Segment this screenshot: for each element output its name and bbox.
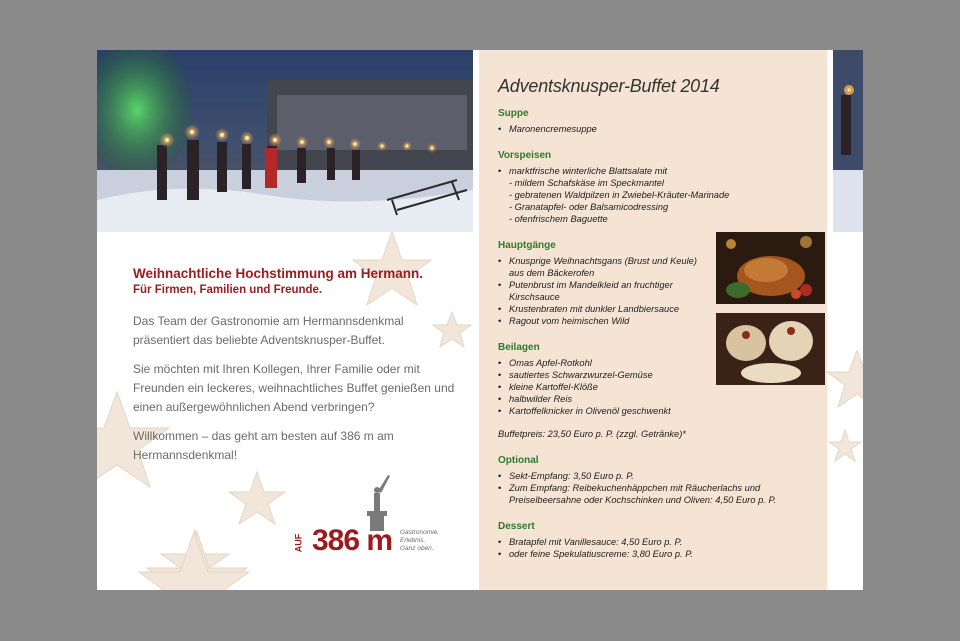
- menu-title: Adventsknusper-Buffet 2014: [498, 76, 720, 96]
- subline: Für Firmen, Familien und Freunde.: [133, 284, 323, 296]
- list-item: • Krustenbraten mit dunkler Landbiersauce: [498, 303, 708, 315]
- list-item: • Maronencremesuppe: [498, 123, 818, 135]
- list-item: • Bratapfel mit Vanillesauce: 4,50 Euro p. P.: [498, 536, 818, 548]
- list-item: • Sekt-Empfang: 3,50 Euro p. P.: [498, 470, 818, 482]
- baked-apple-photo: [716, 313, 825, 385]
- logo-tagline: Gastronomie. Erlebnis. Ganz oben.: [400, 529, 440, 552]
- headline: Weihnachtliche Hochstimmung am Hermann.: [133, 266, 424, 281]
- list-item: • kleine Kartoffel-Klöße: [498, 381, 708, 393]
- intro-paragraph: Das Team der Gastronomie am Hermannsdenkmal präsentiert das beliebte Adventsknusper-Buffet.: [133, 314, 404, 347]
- list-subitem: - mildem Schafskäse im Speckmantel: [509, 178, 665, 188]
- section-heading: Vorspeisen: [498, 150, 552, 161]
- menu-section-suppe: [498, 107, 818, 135]
- list-subitem: - Granatapfel- oder Balsamicodressing: [509, 202, 669, 212]
- menu-section-hauptgaenge: [498, 239, 708, 327]
- section-heading: Dessert: [498, 521, 535, 532]
- torchlight-snow-photo: [97, 50, 473, 232]
- list-item: • Kartoffelknicker in Olivenöl geschwenkt: [498, 405, 708, 417]
- list-item: • Putenbrust im Mandelkleid an fruchtiger Kirschsauce: [498, 279, 708, 303]
- section-heading: Hauptgänge: [498, 240, 556, 251]
- list-item: • Ragout vom heimischen Wild: [498, 315, 708, 327]
- left-panel: [97, 50, 473, 590]
- torchlight-photo-strip: [833, 50, 863, 232]
- menu-section-optional: [498, 454, 818, 506]
- menu-section-dessert: [498, 520, 818, 560]
- section-heading: Suppe: [498, 108, 529, 119]
- buffet-price: Buffetpreis: 23,50 Euro p. P. (zzgl. Getränke)*: [498, 429, 686, 439]
- list-subitem: - ofenfrischem Baguette: [509, 214, 608, 224]
- list-item: • Knusprige Weihnachtsgans (Brust und Keule) aus dem Bäckerofen: [498, 255, 708, 279]
- list-item: • Zum Empfang: Reibekuchenhäppchen mit Räucherlachs und Preiselbeersahne oder Kochschinken und Oliven: 4,50 Euro p. P.: [498, 482, 818, 506]
- menu-panel: [479, 50, 827, 590]
- list-subitem: - gebratenen Waldpilzen in Zwiebel-Kräuter-Marinade: [509, 190, 730, 200]
- menu-section-beilagen: [498, 341, 708, 417]
- menu-section-vorspeisen: [498, 149, 818, 225]
- section-heading: Optional: [498, 455, 539, 466]
- list-item: • marktfrische winterliche Blattsalate mit: [498, 165, 818, 177]
- list-item: • Omas Apfel-Rotkohl: [498, 357, 708, 369]
- list-item: • halbwilder Reis: [498, 393, 708, 405]
- logo-wordmark: 386 m: [312, 524, 393, 557]
- section-heading: Beilagen: [498, 342, 540, 353]
- intro-text-block: [133, 265, 463, 475]
- list-item: • sautiertes Schwarzwurzel-Gemüse: [498, 369, 708, 381]
- list-item: • oder feine Spekulatiuscreme: 3,80 Euro p. P.: [498, 548, 818, 560]
- roast-goose-photo: [716, 232, 825, 304]
- intro-paragraph: Willkommen – das geht am besten auf 386 m am Hermannsdenkmal!: [133, 429, 394, 462]
- intro-paragraph: Sie möchten mit Ihren Kollegen, Ihrer Familie oder mit Freunden ein leckeres, weihnachtliches Buffet genießen und einen außergewöhnlichen Abend verbringen?: [133, 362, 455, 414]
- flyer-sheet: [97, 50, 863, 590]
- logo-prefix: AUF: [293, 533, 304, 553]
- decorative-stars-right: [817, 350, 863, 510]
